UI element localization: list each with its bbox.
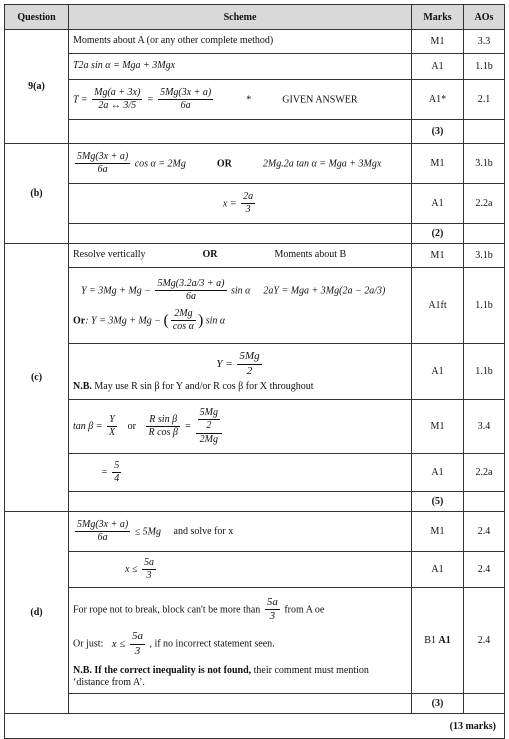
q9a-given-answer: GIVEN ANSWER <box>282 93 358 105</box>
q9c-or-frac <box>171 308 196 334</box>
q9d-nb-bold: N.B. If the correct inequality is not found, <box>73 664 252 676</box>
q9b-frac-2-num: 2a <box>241 191 255 205</box>
q9c-ao-5: 2.2a <box>464 454 505 492</box>
q9d-rope-frac-den: 3 <box>269 610 276 623</box>
q9c-tan-eq: = <box>184 420 192 432</box>
q9d-solve: and solve for x <box>173 525 234 537</box>
q9d-ao-1: 2.4 <box>464 512 505 552</box>
q9a-ao-1: 3.3 <box>464 30 505 54</box>
q9c-tan-frac-1 <box>107 414 117 440</box>
q9a-row-2 <box>5 54 505 80</box>
q9c-scheme-3 <box>69 344 412 400</box>
q9d-row-1 <box>5 512 505 552</box>
q9d-ao-3: 2.4 <box>464 588 505 694</box>
q9b-or: OR <box>216 157 232 169</box>
q9c-y-result-num: 5Mg <box>237 350 261 365</box>
q9b-frac-2 <box>241 191 255 217</box>
q9a-row-1 <box>5 30 505 54</box>
q9b-ao-2: 2.2a <box>464 184 505 224</box>
q9d-frac-2-den: 3 <box>146 570 152 581</box>
q9d-mark-3 <box>412 588 464 694</box>
q9a-row-3 <box>5 80 505 120</box>
q9c-tail: sin α <box>231 284 251 296</box>
q9d-label: (d) <box>5 512 69 714</box>
q9d-rope-post: from A oe <box>284 604 325 616</box>
q9b-alt: 2Mg.2a tan α = Mga + 3Mgx <box>262 157 382 169</box>
q9c-row-5 <box>5 454 505 492</box>
q9c-ao-1: 3.1b <box>464 244 505 268</box>
q9a-frac-2 <box>158 87 213 113</box>
q9c-y-lhs: Y = 3Mg + Mg − <box>81 284 151 296</box>
q9a-frac-2-den: 6a <box>180 100 191 111</box>
q9d-mark-a: A1 <box>438 635 451 646</box>
q9d-orjust-frac <box>130 630 145 659</box>
q9a-star: * <box>246 93 252 105</box>
q9d-frac-2-num: 5a <box>142 557 156 571</box>
q9d-row-3 <box>5 588 505 694</box>
q9d-orjust-post: , if no incorrect statement seen. <box>149 638 275 650</box>
q9b-scheme-1 <box>69 144 412 184</box>
q9c-ratio-eq: = <box>101 466 108 478</box>
q9c-row-3 <box>5 344 505 400</box>
q9a-ao-2: 1.1b <box>464 54 505 80</box>
q9b-total: (2) <box>412 224 464 244</box>
q9d-frac-1-num: 5Mg(3x + a) <box>75 519 130 533</box>
q9d-mark-1: M1 <box>412 512 464 552</box>
q9c-or-tail: sin α <box>205 314 226 326</box>
q9b-x-lhs: x = <box>222 197 237 209</box>
q9c-ao-4: 3.4 <box>464 400 505 454</box>
q9c-frac-1-den: 6a <box>185 291 196 302</box>
q9b-frac-1 <box>75 151 130 177</box>
q9a-frac-1-num: Mg(a + 3x) <box>92 87 142 101</box>
q9a-frac-1-den: 2a ↔ 3/5 <box>98 100 137 111</box>
q9a-eq: = <box>146 93 154 105</box>
q9c-ratio-den: 4 <box>114 473 120 484</box>
q9a-label: 9(a) <box>5 30 69 144</box>
q9c-scheme-1 <box>69 244 412 268</box>
q9c-frac-1 <box>155 278 226 304</box>
q9d-orjust-den: 3 <box>134 644 141 657</box>
q9c-mark-1: M1 <box>412 244 464 268</box>
q9c-label: (c) <box>5 244 69 512</box>
q9b-row-2 <box>5 184 505 224</box>
q9b-tail: cos α = 2Mg <box>134 157 186 169</box>
q9c-tan-frac-3-num <box>196 407 222 434</box>
q9c-tan-frac-2-num: R sin β <box>146 414 179 428</box>
q9c-mark-5: A1 <box>412 454 464 492</box>
grand-total-row <box>5 714 505 739</box>
header-scheme: Scheme <box>69 5 412 30</box>
q9d-orjust-lhs: x ≤ <box>111 637 126 650</box>
q9b-row-1 <box>5 144 505 184</box>
q9d-mark-2: A1 <box>412 552 464 588</box>
q9d-frac-1 <box>75 519 130 545</box>
q9c-tan-frac-3-den: 2Mg <box>199 433 218 445</box>
q9b-scheme-2 <box>69 184 412 224</box>
q9c-or: OR <box>202 249 218 261</box>
q9b-mark-2: A1 <box>412 184 464 224</box>
q9c-mark-2 <box>412 268 464 344</box>
q9c-or-label: Or <box>73 314 86 326</box>
q9b-frac-1-den: 6a <box>97 164 108 175</box>
q9a-ao-3: 2.1 <box>464 80 505 120</box>
q9c-moments: Moments about B <box>274 249 347 261</box>
q9a-total-row <box>5 120 505 144</box>
q9c-frac-1-num: 5Mg(3.2a/3 + a) <box>155 278 226 292</box>
q9a-mark-1: M1 <box>412 30 464 54</box>
q9c-tan-frac-2 <box>146 414 179 440</box>
q9c-tan-frac-3 <box>196 407 222 447</box>
q9d-frac-1-den: 6a <box>97 532 108 543</box>
q9c-scheme-5 <box>69 454 412 492</box>
q9c-nb-text: May use R sin β for Y and/or R cos β for X throughout <box>94 380 314 392</box>
q9c-ao-3: 1.1b <box>464 344 505 400</box>
grand-total: (13 marks) <box>5 714 505 739</box>
q9c-tan-frac-3-inner <box>198 407 220 433</box>
q9d-ao-2: 2.4 <box>464 552 505 588</box>
q9c-mark-3: A1 <box>412 344 464 400</box>
q9c-tan-frac-1-num: Y <box>107 414 117 428</box>
q9b-label: (b) <box>5 144 69 244</box>
q9d-mark-b: B1 <box>424 635 436 646</box>
q9c-mark-2-text: A1ft <box>428 300 447 311</box>
q9c-scheme-4 <box>69 400 412 454</box>
q9c-row-1 <box>5 244 505 268</box>
q9c-tan-frac-1-den: X <box>109 427 116 438</box>
q9a-frac-1 <box>92 87 142 113</box>
q9c-tan-frac-3-inner-num: 5Mg <box>198 407 220 421</box>
mark-scheme-table <box>4 4 505 739</box>
q9d-rope-text: For rope not to break, block can't be more than <box>73 604 261 616</box>
q9c-tan-or: or <box>127 420 136 432</box>
q9d-nb-text: their comment must mention ‘distance from A’. <box>73 664 369 688</box>
q9c-y-result-frac <box>237 350 261 379</box>
q9d-row-2 <box>5 552 505 588</box>
q9d-rope-frac <box>265 596 280 625</box>
header-marks: Marks <box>412 5 464 30</box>
q9a-mark-2: A1 <box>412 54 464 80</box>
q9d-rope-frac-num: 5a <box>265 596 280 611</box>
q9d-ineq: ≤ 5Mg <box>134 525 162 537</box>
q9c-tan-frac-2-den: R cos β <box>148 427 178 438</box>
q9c-ratio-frac <box>112 460 121 486</box>
header-question: Question <box>5 5 69 30</box>
q9d-total: (3) <box>412 694 464 714</box>
q9b-mark-1: M1 <box>412 144 464 184</box>
q9c-y-result-den: 2 <box>246 364 253 377</box>
q9c-row-2 <box>5 268 505 344</box>
q9c-total: (5) <box>412 492 464 512</box>
q9c-alt: 2aY = Mga + 3Mg(2a − 2a/3) <box>263 284 386 296</box>
q9c-nb-label: N.B. <box>73 380 92 392</box>
header-aos: AOs <box>464 5 505 30</box>
q9c-or-frac-num: 2Mg <box>171 308 196 322</box>
q9c-total-row <box>5 492 505 512</box>
q9c-tan-lhs: tan β = <box>73 420 103 432</box>
q9c-ratio-num: 5 <box>112 460 121 474</box>
q9d-scheme-1 <box>69 512 412 552</box>
q9c-or-frac-den: cos α <box>172 321 194 332</box>
q9a-scheme-2: T2a sin α = Mga + 3Mgx <box>69 54 412 80</box>
q9d-scheme-2 <box>69 552 412 588</box>
q9a-scheme-1: Moments about A (or any other complete method) <box>69 30 412 54</box>
q9d-frac-2 <box>142 557 156 583</box>
q9c-row-4 <box>5 400 505 454</box>
q9d-orjust-num: 5a <box>130 630 145 645</box>
q9d-scheme-3 <box>69 588 412 694</box>
q9d-x-lhs: x ≤ <box>125 563 138 575</box>
q9c-mark-4: M1 <box>412 400 464 454</box>
q9a-frac-2-num: 5Mg(3x + a) <box>158 87 213 101</box>
q9a-total: (3) <box>412 120 464 144</box>
q9b-ao-1: 3.1b <box>464 144 505 184</box>
q9c-scheme-2: Y = 3Mg + Mg − $\frac{5Mg(3.2a/3 + a)}{6a}$ sin α 2aY = Mga + 3Mg(2a − 2a/3) Or: Y = 3Mg + Mg − ( $\frac{2Mg}{\text{cos α}}$ ) sin α <box>69 268 412 344</box>
q9d-total-row <box>5 694 505 714</box>
q9c-or-lhs: : Y = 3Mg + Mg − <box>85 314 162 326</box>
q9a-mark-3: A1* <box>412 80 464 120</box>
header-row <box>5 5 505 30</box>
q9b-frac-1-num: 5Mg(3x + a) <box>75 151 130 165</box>
q9b-total-row <box>5 224 505 244</box>
q9a-scheme-3 <box>69 80 412 120</box>
q9c-resolve: Resolve vertically <box>73 249 146 261</box>
q9c-y-result-lhs: Y = <box>216 357 233 370</box>
q9d-orjust: Or just: <box>73 638 104 650</box>
q9c-ao-2: 1.1b <box>464 268 505 344</box>
q9a-t-lhs: T = <box>73 93 88 105</box>
q9b-frac-2-den: 3 <box>245 204 251 215</box>
q9c-tan-frac-3-inner-den: 2 <box>206 420 212 432</box>
